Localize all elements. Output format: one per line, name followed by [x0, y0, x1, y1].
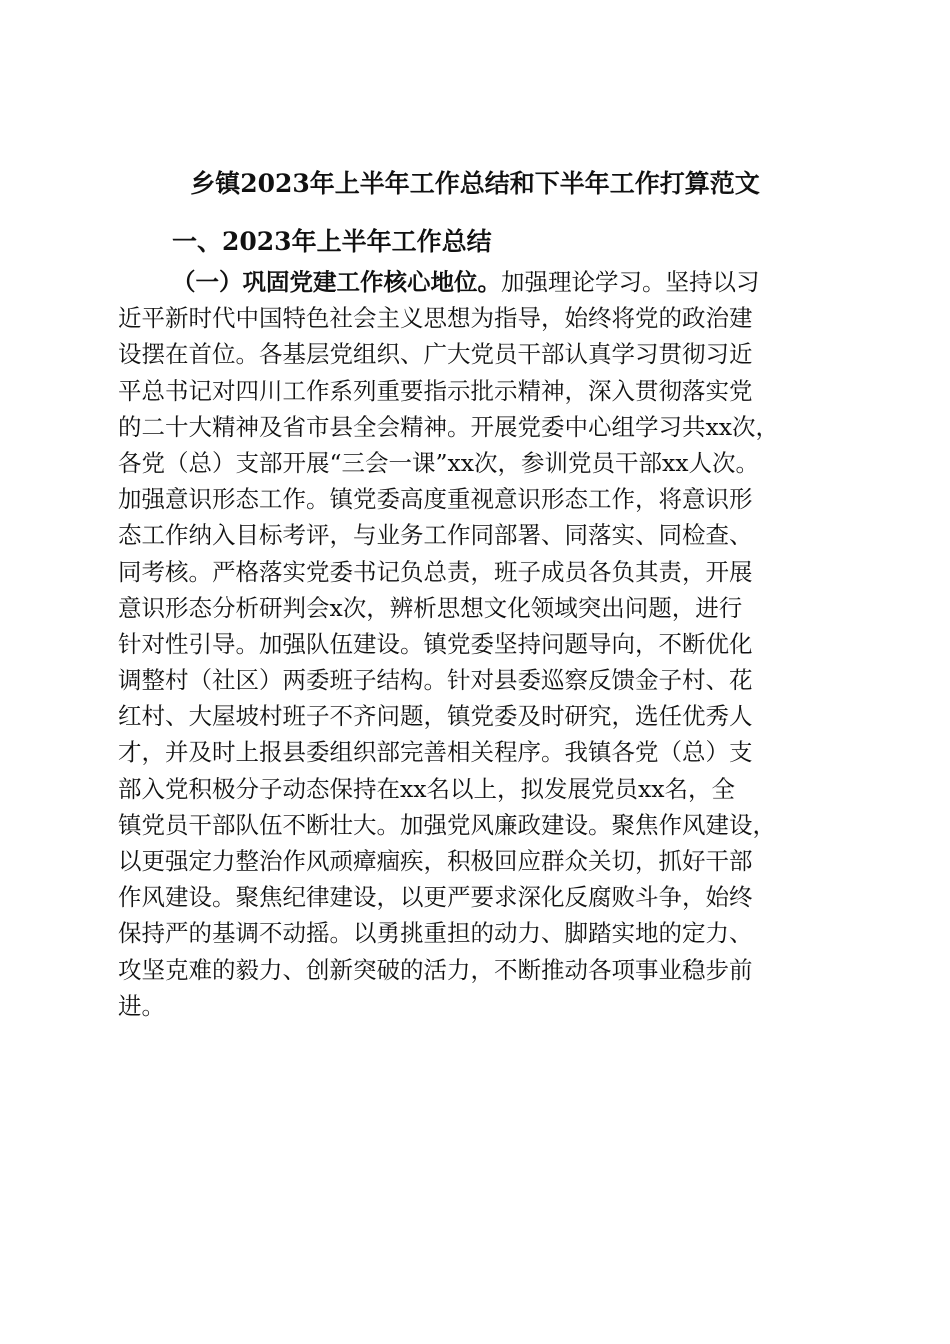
paragraph-line: 保持严的基调不动摇。以勇挑重担的动力、脚踏实地的定力、 — [118, 919, 753, 948]
paragraph-line: 平总书记对四川工作系列重要指示批示精神，深入贯彻落实党 — [118, 376, 753, 405]
paragraph-line: 调整村（社区）两委班子结构。针对县委巡察反馈金子村、花 — [118, 666, 753, 695]
paragraph-line: 意识形态分析研判会x次，辨析思想文化领域突出问题，进行 — [118, 593, 743, 622]
paragraph-line: 同考核。严格落实党委书记负总责，班子成员各负其责，开展 — [118, 557, 753, 586]
paragraph-line: 攻坚克难的毅力、创新突破的活力，不断推动各项事业稳步前 — [118, 955, 753, 984]
paragraph-line: 才，并及时上报县委组织部完善相关程序。我镇各党（总）支 — [118, 738, 753, 767]
subheading: （一）巩固党建工作核心地位。 — [172, 268, 501, 296]
paragraph-line: 各党（总）支部开展“三会一课”xx次，参训党员干部xx人次。 — [118, 448, 760, 477]
body-paragraph — [118, 264, 858, 1024]
section-heading: 一、2023年上半年工作总结 — [172, 227, 492, 256]
paragraph-line: 部入党积极分子动态保持在xx名以上，拟发展党员xx名，全 — [118, 774, 736, 803]
paragraph-line — [118, 264, 858, 300]
paragraph-line: 的二十大精神及省市县全会精神。开展党委中心组学习共xx次， — [118, 412, 780, 441]
paragraph-line: 红村、大屋坡村班子不齐问题，镇党委及时研究，选任优秀人 — [118, 702, 753, 731]
paragraph-line: 针对性引导。加强队伍建设。镇党委坚持问题导向，不断优化 — [118, 629, 753, 658]
paragraph-line: 作风建设。聚焦纪律建设，以更严要求深化反腐败斗争，始终 — [118, 883, 753, 912]
paragraph-line: 设摆在首位。各基层党组织、广大党员干部认真学习贯彻习近 — [118, 340, 753, 369]
document-title: 乡镇2023年上半年工作总结和下半年工作打算范文 — [190, 169, 760, 198]
paragraph-line: 近平新时代中国特色社会主义思想为指导，始终将党的政治建 — [118, 304, 753, 333]
paragraph-line: 加强意识形态工作。镇党委高度重视意识形态工作，将意识形 — [118, 485, 753, 514]
subheading-continuation: 加强理论学习。坚持以习 — [501, 268, 760, 296]
paragraph-line: 以更强定力整治作风顽瘴痼疾，积极回应群众关切，抓好干部 — [118, 847, 753, 875]
paragraph-line: 态工作纳入目标考评，与业务工作同部署、同落实、同检查、 — [118, 521, 753, 550]
paragraph-line: 进。 — [118, 991, 165, 1020]
paragraph-line: 镇党员干部队伍不断壮大。加强党风廉政建设。聚焦作风建设， — [118, 810, 776, 839]
